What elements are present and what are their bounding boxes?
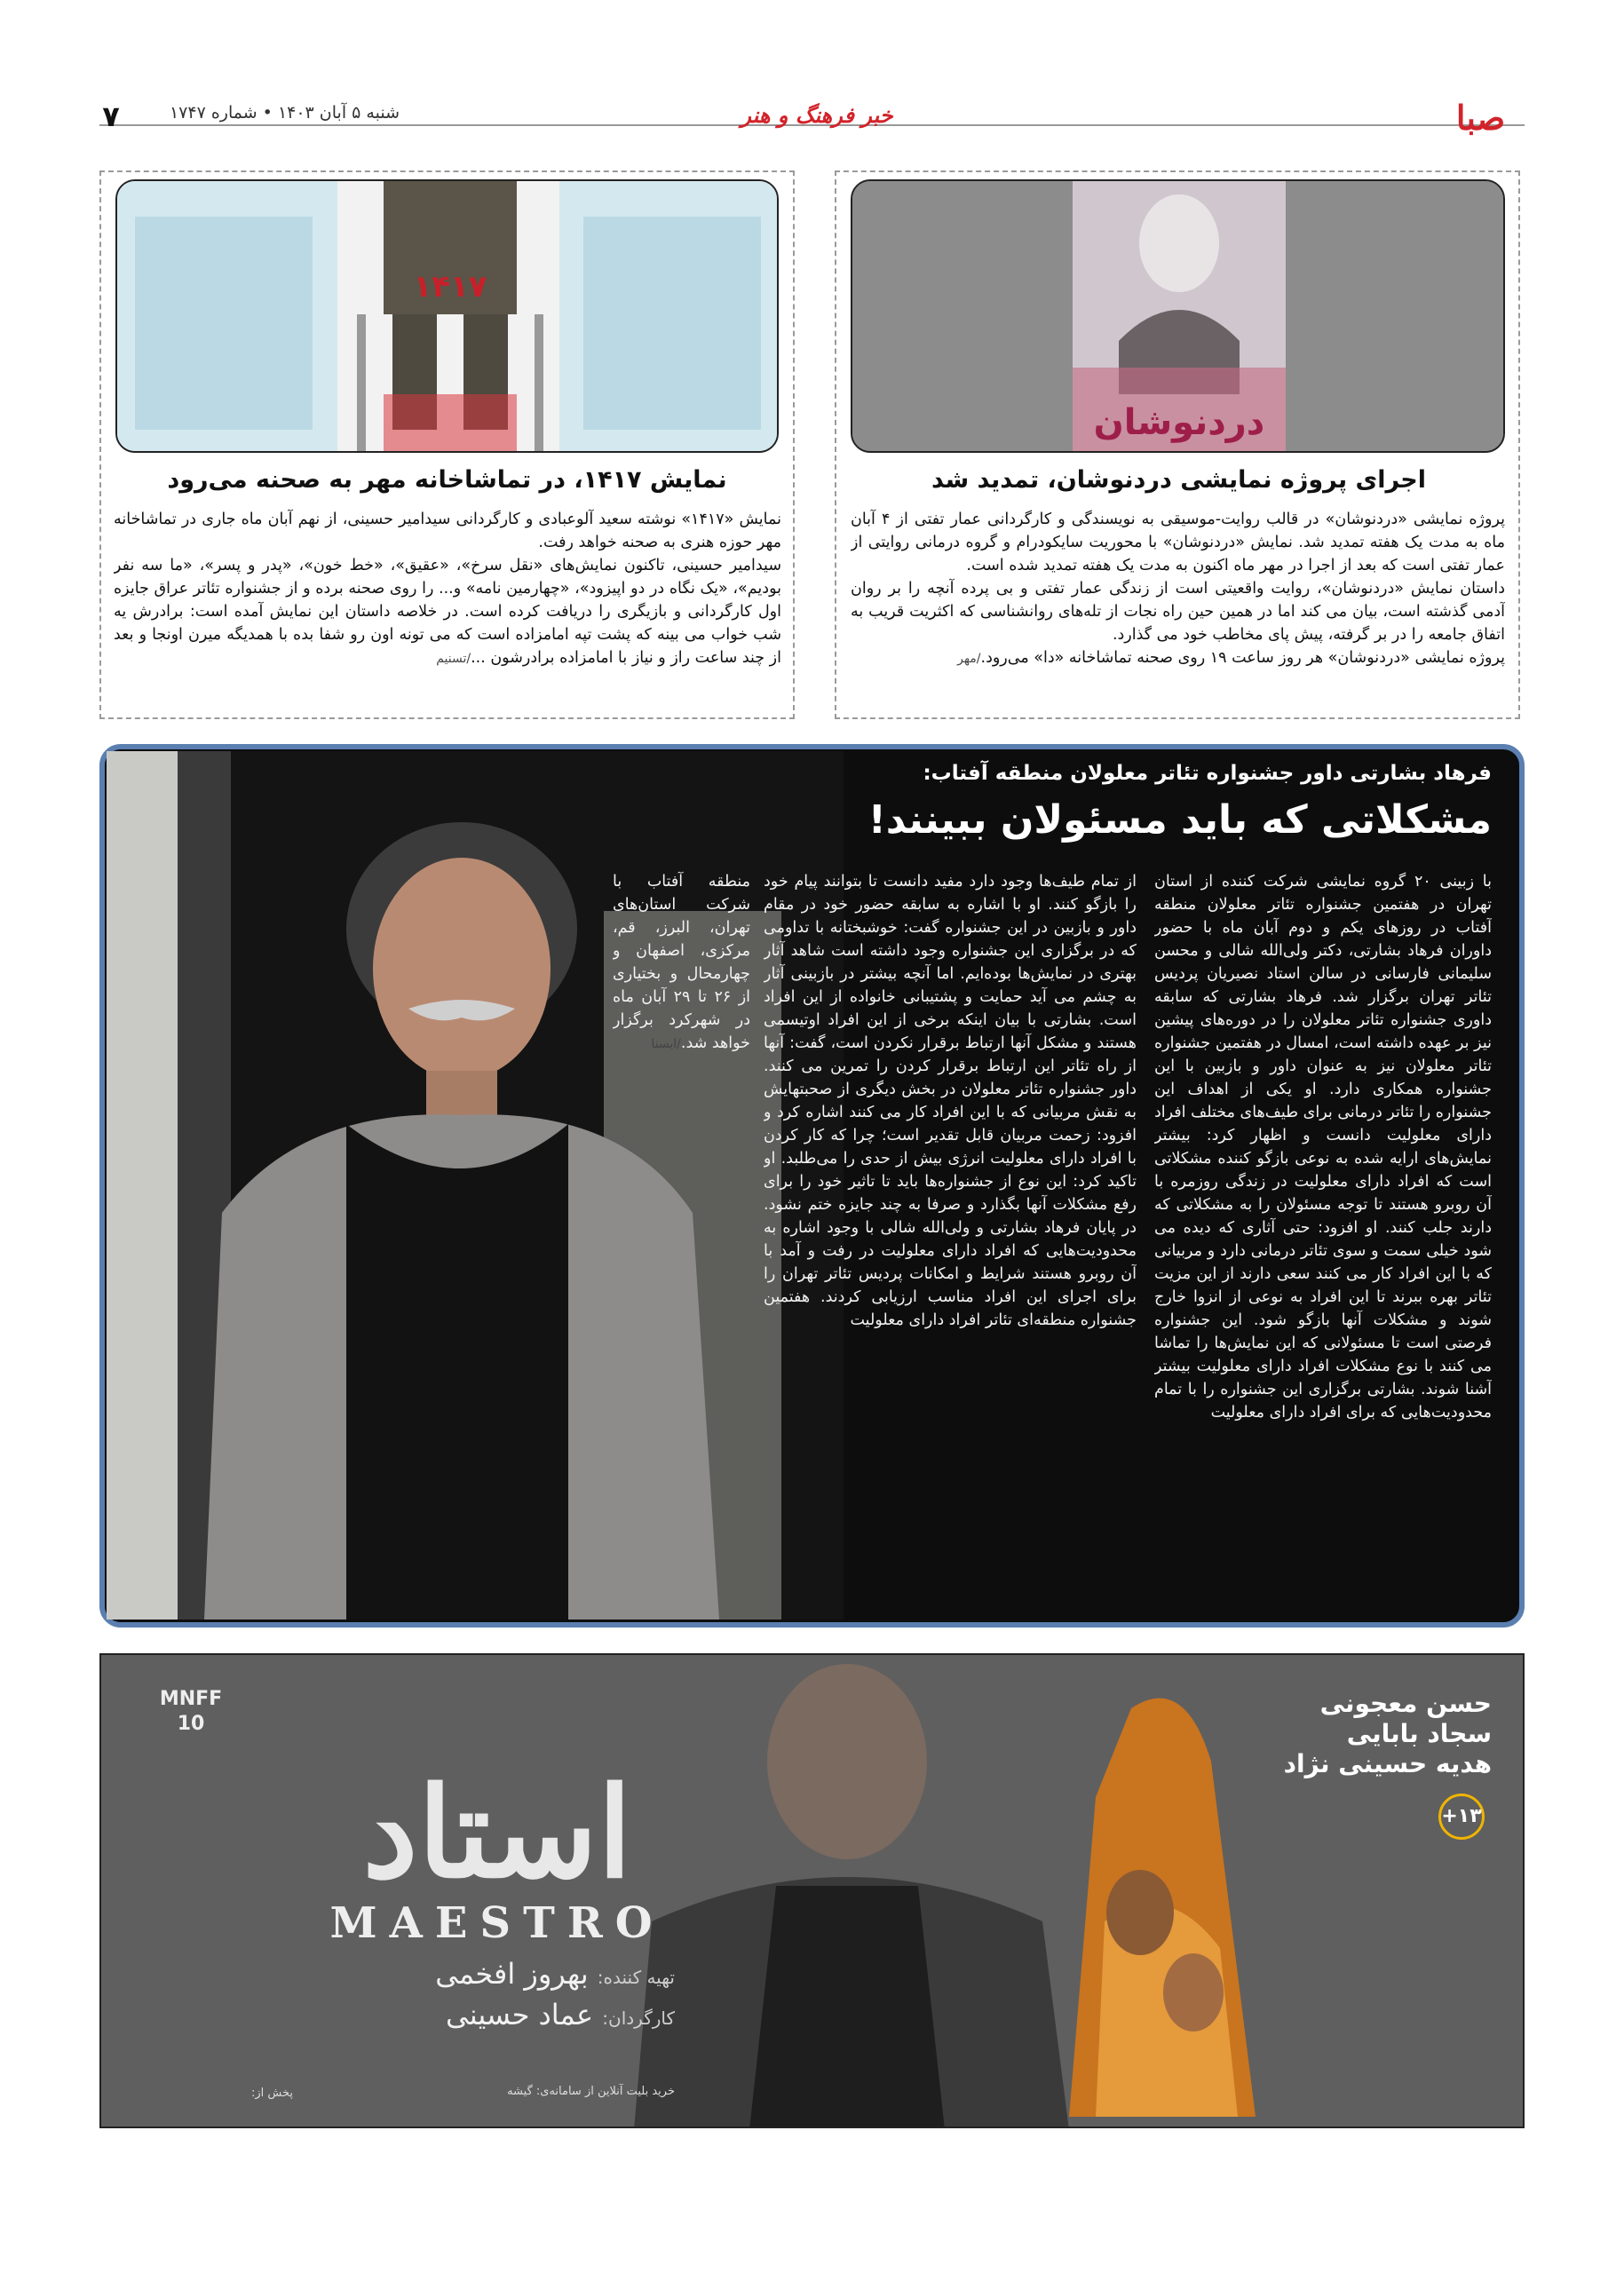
distribution-note: پخش از: — [251, 2087, 293, 2100]
page-number: ۷ — [102, 99, 120, 133]
newspaper-logo: صبا — [1455, 98, 1506, 138]
cast-member-3: هدیه حسینی نژاد — [1283, 1749, 1492, 1778]
interview-source: /ایسنا — [651, 1037, 681, 1051]
news-right-poster — [851, 179, 1505, 453]
director-name: عماد حسینی — [446, 1998, 594, 2031]
poster-title-left: ۱۴۱۷ — [413, 269, 487, 305]
producer-credit — [231, 1953, 675, 1994]
cast-list — [1261, 1689, 1492, 1786]
interview-column-2: از تمام طیف‌ها وجود دارد مفید دانست تا بتوانند پیام خود را بازگو کنند. او با اشاره به سابقه حضور خود در مقام داور و بازبین در این جشنواره گفت: خوشبختانه با تداومی که در برگزاری این جشنواره وجود داشته است شاهد آثار بهتری در نمایش‌ها بوده‌ایم. اما آنچه بیشتر در بازبینی آثار به چشم می آید حمایت و پشتیبانی خانواده از این افراد است. بشارتی با بیان اینکه برخی از این افراد اوتیسمی هستند و مشکل آنها ارتباط برقرار نکردن است، گفت: آنها از راه تئاتر این ارتباط برقرار کردن را تمرین می کنند. داور جشنواره تئاتر معلولان در بخش دیگری از صحبتهایش به نقش مربیانی که با این افراد کار می کنند اشاره کرد و افزود: زحمت مربیان قابل تقدیر است؛ چرا که کار کردن با افراد دارای معلولیت انرژی بیش از حدی را می‌طلبد. او تاکید کرد: این نوع از جشنواره‌ها باید تا تاثیر خود را برای رفع مشکلات آنها بگذارد و صرفا به چند جایزه ختم نشود. در پایان فرهاد بشارتی و ولی‌الله شالی با وجود اشاره به محدودیت‌هایی که افراد دارای معلولیت در رفت و آمد با آن روبرو هستند شرایط و امکانات پردیس تئاتر تهران را برای اجرای این افراد مناسب ارزیابی کردند. هفتمین جشنواره منطقه‌ای تئاتر افراد دارای معلولیت — [764, 873, 1137, 1329]
festival-laurel — [142, 1687, 240, 1758]
producer-name: بهروز افخمی — [435, 1957, 589, 1991]
news-right-paragraph-3: پروژه نمایشی «دردنوشان» هر روز ساعت ۱۹ روی صحنه تماشاخانه «دا» می‌رود. — [980, 649, 1505, 667]
news-left-source: /تسنیم — [436, 652, 471, 666]
news-left-paragraph-1: نمایش «۱۴۱۷» نوشته سعید آلوعبادی و کارگردانی سیدامیر حسینی، از نهم آبان ماه جاری در تماشاخانه مهر حوزه هنری به صحنه خواهد رفت. — [114, 511, 781, 551]
news-left-paragraph-2: سیدامیر حسینی، تاکنون نمایش‌های «نقل سرخ»، «عقیق»، «خط خون»، «پدر و پسر»، «ما سه نفر بودیم»، «یک نگاه در دو اپیزود»، «چهارمین نامه» و... را روی صحنه برده و از جشنواره تئاتر عراق جایزه اول کارگردانی و بازیگری را دریافت کرده است. در خلاصه داستان این نمایش آمده است: برادرش یه شب خواب می بینه که پشت تپه امامزاده است که می تونه اون رو شفا بده با همدیگه میرن اونجا و بعد از چند ساعت راز و نیاز با امامزاده برادرشون ... — [114, 557, 781, 667]
director-label: کارگردان: — [602, 2008, 675, 2029]
section-title: خبر فرهنگ و هنر — [741, 103, 893, 128]
film-title-persian: استاد — [362, 1761, 632, 1906]
news-left-poster — [115, 179, 779, 453]
producer-label: تهیه کننده: — [597, 1967, 675, 1988]
news-right-paragraph-2: داستان نمایش «دردنوشان»، روایت واقعیتی است از زندگی عمار تفتی و بی پرده آنچه را بر روان آدمی گذشته است، بیان می کند اما در همین حین راه نجات از تله‌های روانشناسی که اکثریت قریب به اتفاق جامعه را در بر گرفته، پیش پای مخاطب خود می گذارد. — [851, 580, 1505, 644]
news-left-body — [114, 508, 781, 714]
ticket-note: خرید بلیت آنلاین از سامانه‌ی: گیشه — [507, 2085, 675, 2098]
news-right-paragraph-1: پروژه نمایشی «دردنوشان» در قالب روایت-موسیقی به نویسندگی و کارگردانی عمار تفتی از ۴ آبان ماه به مدت یک هفته تمدید شد. نمایش «دردنوشان» با محوریت سایکودرام و گروه درمانی روایتی از عمار تفتی است که بعد از اجرا در مهر ماه اکنون به مدت یک هفته تمدید شده است. — [851, 511, 1505, 574]
news-right-body — [851, 508, 1505, 714]
festival-name: MNFF — [159, 1688, 223, 1710]
age-rating-badge: +۱۳ — [1438, 1794, 1485, 1840]
issue-info: شنبه ۵ آبان ۱۴۰۳ • شماره ۱۷۴۷ — [169, 103, 400, 123]
interview-column-1: با زبینی ۲۰ گروه نمایشی شرکت کننده از استان تهران در هفتمین جشنواره تئاتر معلولان منطقه آفتاب در روزهای یکم و دوم آبان ماه با حضور داوران فرهاد بشارتی، دکتر ولی‌الله شالی و محسن سلیمانی فارسانی در سالن استاد نصیریان پردیس تئاتر تهران برگزار شد. فرهاد بشارتی که سابقه داوری جشنواره تئاتر معلولان را در دوره‌های پیشین نیز بر عهده داشته است، امسال در هفتمین جشنواره تئاتر معلولان نیز به عنوان داور و بازبین با این جشنواره همکاری دارد. او یکی از اهداف این جشنواره را تئاتر درمانی برای طیف‌های مختلف افراد دارای معلولیت دانست و اظهار کرد: بیشتر نمایش‌های ارایه شده به نوعی بازگو کننده مشکلاتی است که افراد دارای معلولیت در زندگی روزمره با آن روبرو هستند تا توجه مسئولان را به مشکلاتی که دارند جلب کنند. او افزود: حتی آثاری که دیده می شود خیلی سمت و سوی تئاتر درمانی دارد و مربیانی که با این افراد کار می کنند سعی دارند از این مزیت تئاتر بهره ببرند تا این افراد به نوعی از انزوا خارج شوند و مشکلات آنها بازگو شود. این جشنواره فرصتی است تا مسئولانی که این نمایش‌ها را تماشا می کنند با نوع مشکلات افراد دارای معلولیت بیشتر آشنا شوند. بشارتی برگزاری این جشنواره را با تمام محدودیت‌هایی که برای افراد دارای معلولیت — [1154, 873, 1492, 1422]
director-credit — [231, 1994, 675, 2035]
interview-kicker: فرهاد بشارتی داور جشنواره تئاتر معلولان منطقه آفتاب: — [923, 762, 1492, 785]
news-right-title: اجرای پروژه نمایشی دردنوشان، تمدید شد — [931, 466, 1427, 494]
cast-member-2: سجاد بابایی — [1346, 1719, 1492, 1748]
interview-headline: مشکلاتی که باید مسئولان ببینند! — [867, 797, 1492, 843]
interview-column-3 — [613, 870, 750, 1172]
film-title-english: MAESTRO — [329, 1898, 665, 1948]
news-right-source: /مهر — [957, 652, 981, 666]
cast-member-1: حسن معجونی — [1319, 1689, 1492, 1718]
poster-title-right: دردنوشان — [1093, 402, 1265, 443]
news-left-title: نمایش ۱۴۱۷، در تماشاخانه مهر به صحنه می‌رود — [167, 466, 727, 494]
interview-column-3-text: منطقه آفتاب با شرکت استان‌های تهران، البرز، قم، مرکزی، اصفهان و چهارمحال و بختیاری از ۲۶ تا ۲۹ آبان ماه در شهرکرد برگزار خواهد شد. — [613, 873, 750, 1052]
festival-number: 10 — [177, 1713, 205, 1735]
